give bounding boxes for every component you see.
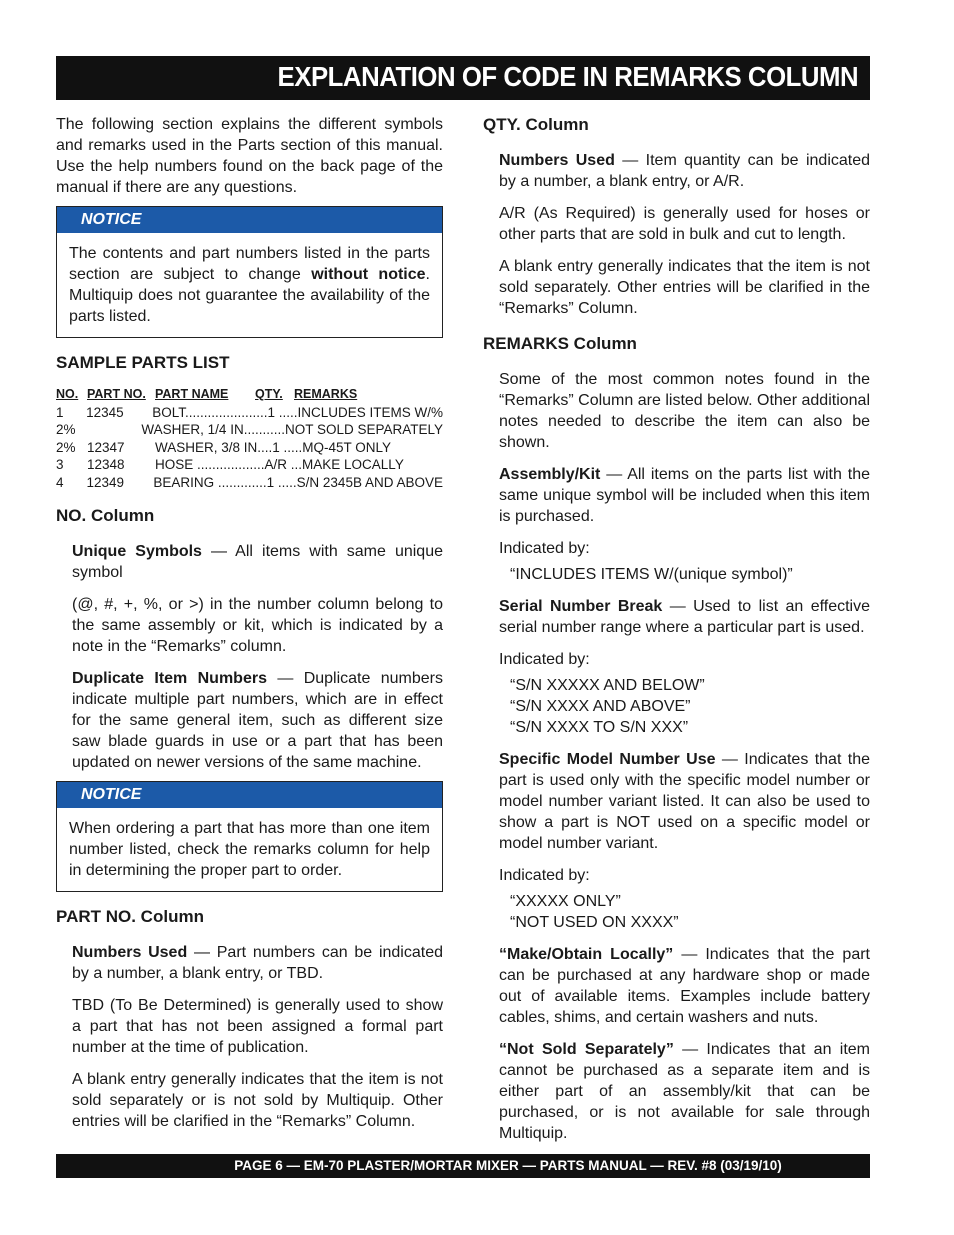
symbols-paragraph: (@, #, +, %, or >) in the number column belong to the same assembly or kit, which is indicated by a note in the “Remarks” column. xyxy=(72,596,443,655)
notice-text: When ordering a part that has more than one item number listed, check the remarks column for help in determining the proper part to order. xyxy=(69,820,430,879)
notice-label: NOTICE xyxy=(57,782,442,808)
notice-box-2 xyxy=(56,781,443,892)
part-blank-entry-paragraph: A blank entry generally indicates that the item is not sold separately or is not sold by Multiquip. Other entries will be clarified in the “Remarks” Column. xyxy=(72,1071,443,1130)
indicated-by-label: Indicated by: xyxy=(499,540,590,557)
indicated-by-label: Indicated by: xyxy=(499,651,590,668)
table-row: 3 12348 HOSE ..................A/R ...MAKE LOCALLY xyxy=(56,457,404,472)
right-column xyxy=(483,114,870,1144)
assembly-example: “INCLUDES ITEMS W/(unique symbol)” xyxy=(510,566,793,583)
qty-blank-entry-paragraph: A blank entry generally indicates that the item is not sold separately. Other entries will be clarified in the “Remarks” Column. xyxy=(499,258,870,317)
make-locally-paragraph: “Make/Obtain Locally” — Indicates that the part can be purchased at any hardware shop or made out of available items. Examples include battery cables, shims, and certain washers and nuts. xyxy=(499,946,870,1026)
table-row: 2% 12347 WASHER, 3/8 IN....1 .....MQ-45T ONLY xyxy=(56,439,392,455)
duplicate-items-paragraph: Duplicate Item Numbers — Duplicate numbers indicate multiple part numbers, which are in effect for the same general item, such as different size saw blade guards in use or a part that has been updated on newer versions of the same machine. xyxy=(72,670,444,771)
remarks-column-heading: REMARKS Column xyxy=(483,334,637,353)
model-example: “XXXXX ONLY” xyxy=(510,893,621,910)
remarks-intro-paragraph: Some of the most common notes found in the “Remarks” Column are listed below. Other additional notes needed to describe the item can also be shown. xyxy=(499,371,870,451)
notice-label: NOTICE xyxy=(57,207,442,233)
indicated-by-label: Indicated by: xyxy=(499,867,590,884)
notice-text: The contents and part numbers listed in the parts section are subject to change without notice. Multiquip does not guarantee the availability of the parts listed. xyxy=(69,245,430,325)
sample-parts-heading: SAMPLE PARTS LIST xyxy=(56,353,230,372)
table-row: 2% WASHER, 1/4 IN...........NOT SOLD SEPARATELY xyxy=(56,422,443,437)
sample-parts-table xyxy=(56,386,443,491)
partno-column-heading: PART NO. Column xyxy=(56,907,204,926)
no-column-heading: NO. Column xyxy=(56,506,155,525)
not-sold-separately-paragraph: “Not Sold Separately” — Indicates that an item cannot be purchased as a separate item and is either part of an assembly/kit that can be purchased, or is not available for sale through Multiquip. xyxy=(499,1041,870,1142)
ar-paragraph: A/R (As Required) is generally used for hoses or other parts that are sold in bulk and cut to length. xyxy=(499,205,870,243)
model-example: “NOT USED ON XXXX” xyxy=(510,914,679,931)
specific-model-paragraph: Specific Model Number Use — Indicates that the part is used only with the specific model number or model number variant listed. It can also be used to show a part is NOT used on a specific model or model number variant. xyxy=(499,751,871,852)
unique-symbols-paragraph: Unique Symbols — All items with same unique symbol xyxy=(72,543,444,581)
serial-example: “S/N XXXXX AND BELOW” xyxy=(510,677,705,694)
notice-body xyxy=(57,233,442,337)
title-bar xyxy=(56,56,870,100)
table-header: NO. PART NO. PART NAME QTY. REMARKS xyxy=(56,387,358,401)
part-numbers-used-paragraph: Numbers Used — Part numbers can be indicated by a number, a blank entry, or TBD. xyxy=(72,944,444,982)
footer-bar xyxy=(56,1154,870,1178)
footer-text: PAGE 6 — EM-70 PLASTER/MORTAR MIXER — PARTS MANUAL — REV. #8 (03/19/10) xyxy=(234,1158,782,1173)
assembly-kit-paragraph: Assembly/Kit — All items on the parts list with the same unique symbol will be included when this item is purchased. xyxy=(499,466,870,525)
serial-example: “S/N XXXX AND ABOVE” xyxy=(510,698,691,715)
qty-column-heading: QTY. Column xyxy=(483,115,589,134)
page-title: EXPLANATION OF CODE IN REMARKS COLUMN xyxy=(277,61,858,92)
tbd-paragraph: TBD (To Be Determined) is generally used to show a part that has not been assigned a formal part number at the time of publication. xyxy=(72,997,443,1056)
intro-paragraph: The following section explains the different symbols and remarks used in the Parts section of this manual. Use the help numbers found on the back page of the manual if there are any questions. xyxy=(56,116,443,196)
serial-example: “S/N XXXX TO S/N XXX” xyxy=(510,719,689,736)
left-column xyxy=(56,114,443,1132)
table-row: 1 12345 BOLT......................1 .....INCLUDES ITEMS W/% xyxy=(56,404,443,420)
notice-box-1 xyxy=(56,206,443,338)
notice-body xyxy=(57,808,442,891)
serial-number-paragraph: Serial Number Break — Used to list an effective serial number range where a particular part is used. xyxy=(499,598,871,636)
qty-numbers-used-paragraph: Numbers Used — Item quantity can be indicated by a number, a blank entry, or A/R. xyxy=(499,152,871,190)
table-row: 4 12349 BEARING .............1 .....S/N 2345B AND ABOVE xyxy=(56,474,443,490)
